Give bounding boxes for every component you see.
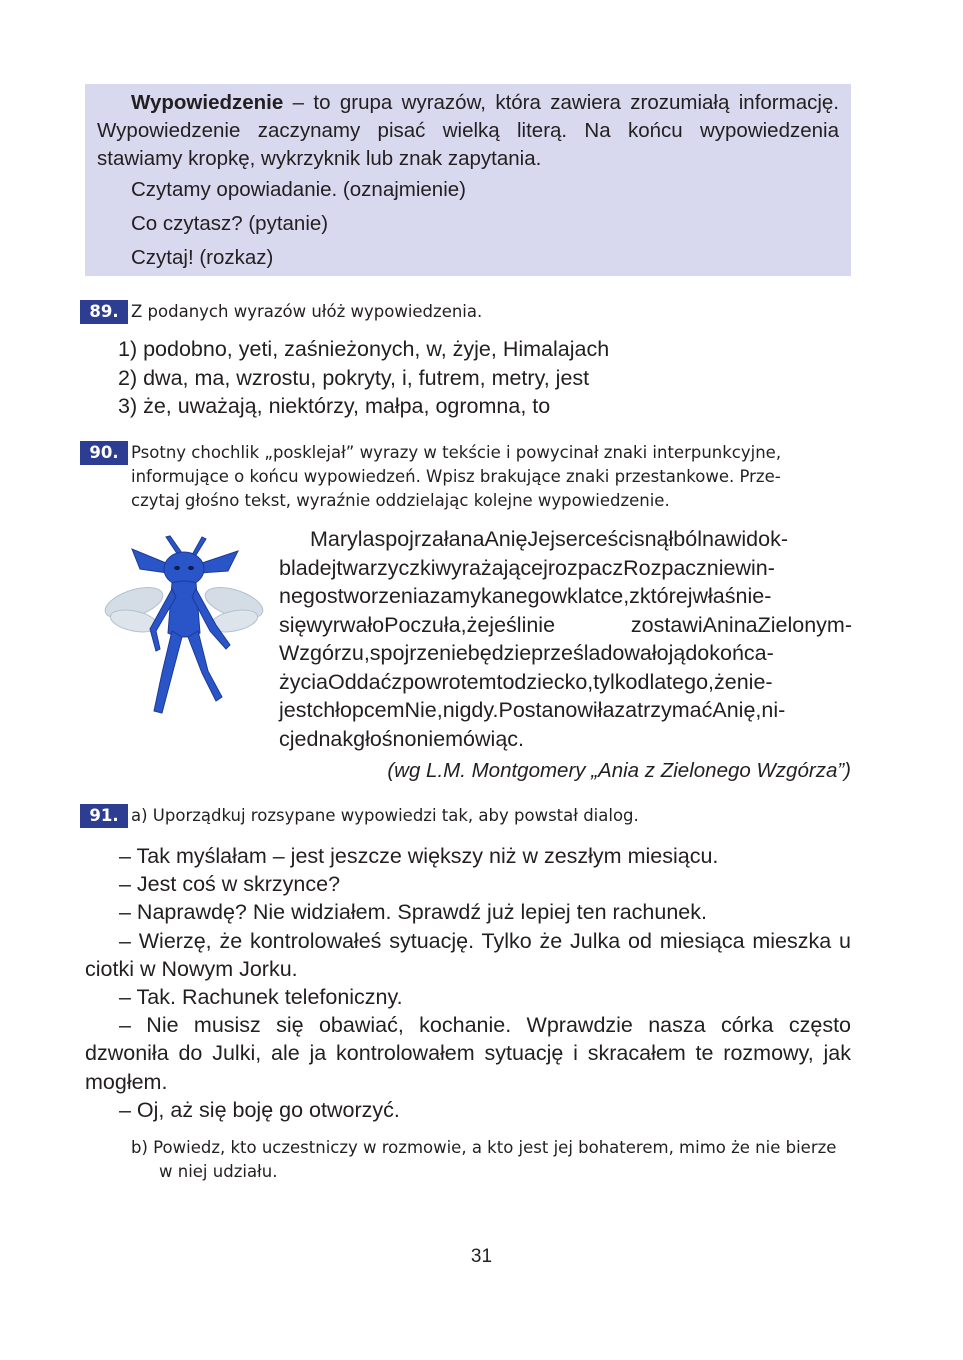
text-line: jestchłopcemNie,nigdy.PostanowiłazatrzymaćAnię,ni- — [279, 698, 786, 722]
definition-example: Czytaj! (rozkaz) — [131, 246, 274, 269]
exercise-91-instruction-b: b) Powiedz, kto uczestniczy w rozmowie, a kto jest jej bohaterem, mimo że nie bierze w niej udziału. — [131, 1138, 837, 1181]
exercise-89-instruction: Z podanych wyrazów ułóż wypowiedzenia. — [131, 302, 483, 321]
dialog-line: – Oj, aż się boję go otworzyć. — [119, 1097, 400, 1122]
exercise-91-instruction-a: a) Uporządkuj rozsypane wypowiedzi tak, aby powstał dialog. — [131, 806, 639, 825]
definition-example: Czytamy opowiadanie. (oznajmienie) — [131, 178, 466, 201]
definition-term: Wypowiedzenie — [131, 91, 284, 114]
instruction-line: czytaj głośno tekst, wyraźnie oddzielając kolejne wypowiedzenie. — [131, 491, 670, 510]
instruction-line: Psotny chochlik „posklejał” wyrazy w tekście i powycinał znaki interpunkcyjne, — [131, 443, 782, 462]
dialog-line: – Wierzę, że kontrolowałeś sytuację. Tylko że Julka od miesiąca mieszka u ciotki w Nowym Jorku. — [85, 928, 851, 981]
definition-example: Co czytasz? (pytanie) — [131, 212, 329, 235]
exercise-90-instruction — [131, 441, 856, 513]
text-line: sięwyrwałoPoczuła,żejeślinie zostawiAninaZielonym- — [279, 612, 852, 637]
glued-text — [279, 525, 852, 753]
exercise-number-91: 91. — [80, 804, 128, 828]
pixie-illustration — [104, 533, 264, 733]
dialog-line: – Nie musisz się obawiać, kochanie. Wprawdzie nasza córka często dzwoniła do Julki, ale ja kontrolowałem sytuację i skracałem te rozmowy, jak mogłem. — [85, 1013, 851, 1094]
text-line: negostworzeniazamykanegowklatce,zktórejwłaśnie- — [279, 584, 772, 608]
definition-text — [97, 89, 839, 173]
page-number: 31 — [470, 1246, 493, 1267]
definition-box — [85, 84, 851, 276]
dialog-line: – Tak myślałam – jest jeszcze większy niż w zeszłym miesiącu. — [119, 844, 719, 868]
text-line: Wzgórzu,spojrzeniebędzieprześladowałojądokońca- — [279, 641, 774, 665]
exercise-number-90: 90. — [80, 441, 128, 465]
text-source: (wg L.M. Montgomery „Ania z Zielonego Wzgórza”) — [387, 759, 851, 782]
instruction-line: informujące o końcu wypowiedzeń. Wpisz brakujące znaki przestankowe. Prze- — [131, 467, 781, 486]
dialog-lines — [85, 842, 851, 1124]
text-line: MarylaspojrzałanaAnięJejserceścisnąłbólnawidok- — [310, 527, 789, 551]
exercise-number-89: 89. — [80, 300, 128, 324]
list-item: 3) że, uważają, niektórzy, małpa, ogromna, to — [118, 394, 551, 418]
text-line: bladejtwarzyczkiwyrażającejrozpaczRozpaczniewin- — [279, 555, 775, 580]
dialog-line: – Jest coś w skrzynce? — [119, 872, 341, 897]
list-item: 1) podobno, yeti, zaśnieżonych, w, żyje, Himalajach — [118, 337, 610, 361]
dialog-line: – Naprawdę? Nie widziałem. Sprawdź już lepiej ten rachunek. — [119, 900, 707, 925]
list-item: 2) dwa, ma, wzrostu, pokryty, i, futrem, metry, jest — [118, 365, 590, 390]
definition-body: – to grupa wyrazów, która zawiera zrozumiałą informację. Wypowiedzenie zaczynamy pisać wielką literą. Na końcu wypowiedzenia stawiamy kropkę, wykrzyknik lub znak zapytania. — [97, 91, 839, 170]
dialog-line: – Tak. Rachunek telefoniczny. — [119, 985, 403, 1010]
text-line: życiaOddaćzpowrotemtodziecko,tylkodlatego,żenie- — [279, 669, 773, 694]
text-line: cjednakgłośnoniemówiąc. — [279, 726, 525, 751]
exercise-89-list — [118, 335, 609, 421]
